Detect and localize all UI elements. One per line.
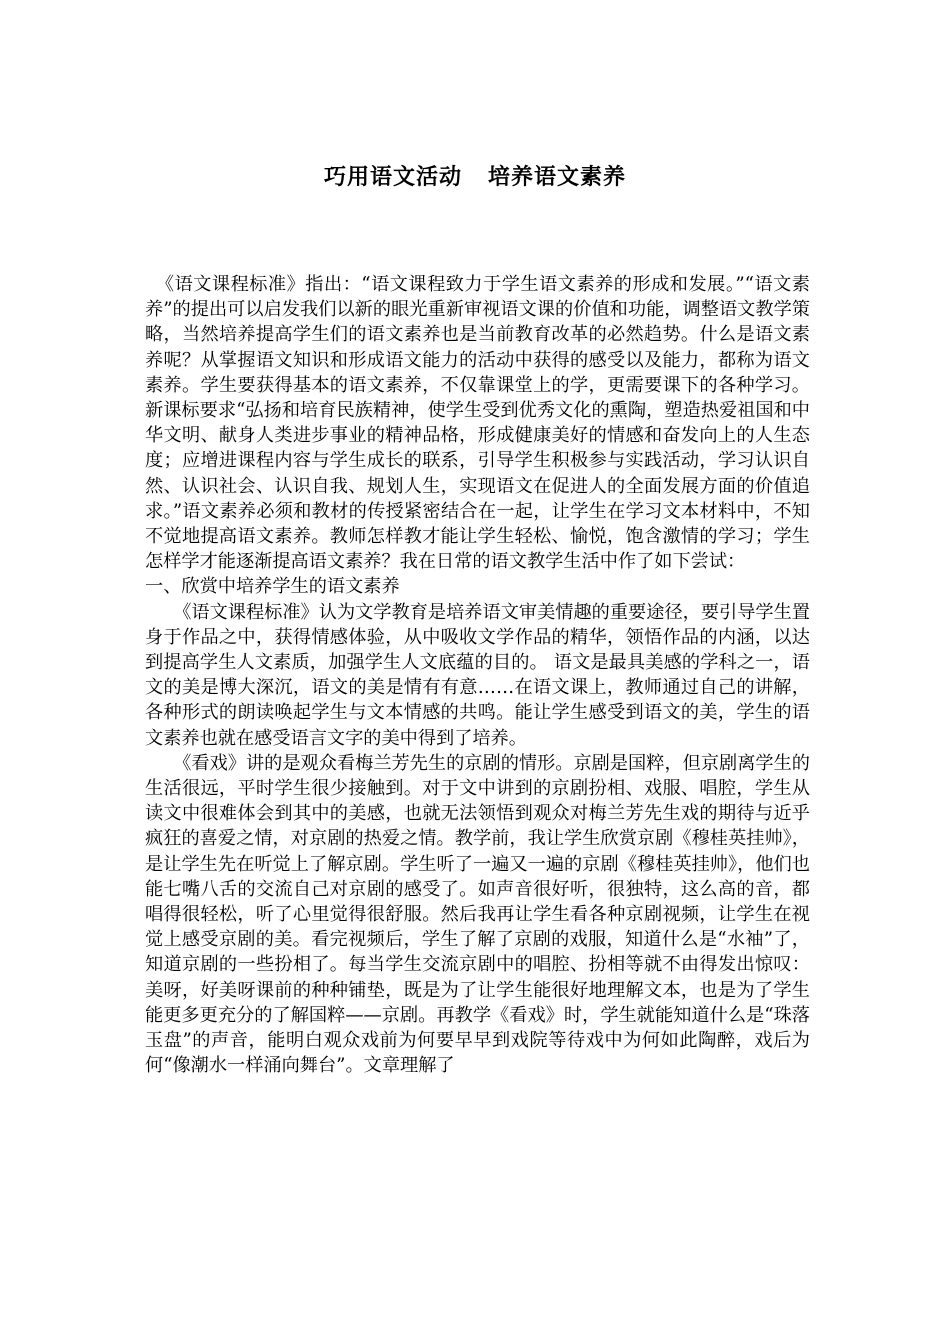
section-heading-1: 一、欣赏中培养学生的语文素养 bbox=[145, 576, 400, 598]
paragraph-kanxi: 《看戏》讲的是观众看梅兰芳先生的京剧的情形。京剧是国粹，但京剧离学生的生活很远，平时学生很少接触到。对于文中讲到的京剧扮相、戏服、唱腔，学生从读文中很难体会到其中的美感，也就无法领悟到观众对梅兰芳先生戏的期待与近乎疯狂的喜爱之情，对京剧的热爱之情。教学前，我让学生欣赏京剧《穆桂英挂帅》，是让学生先在听觉上了解京剧。学生听了一遍又一遍的京剧《穆桂英挂帅》，他们也能七嘴八舌的交流自己对京剧的感受了。如声音很好听，很独特，这么高的音，都唱得很轻松，听了心里觉得很舒服。然后我再让学生看各种京剧视频，让学生在视觉上感受京剧的美。看完视频后，学生了解了京剧的戏服，知道什么是“水袖”了，知道京剧的一些扮相了。每当学生交流京剧中的唱腔、扮相等就不由得发出惊叹：美呀，好美呀课前的种种铺垫，既是为了让学生能很好地理解文本，也是为了学生能更多更充分的了解国粹——京剧。再教学《看戏》时，学生就能知道什么是“珠落玉盘”的声音，能明白观众戏前为何要早早到戏院等待戏中为何如此陶醉，戏后为何“像潮水一样涌向舞台”。文章理解了 bbox=[145, 752, 810, 1077]
paragraph-intro: 《语文课程标准》指出：“语文课程致力于学生语文素养的形成和发展。”“语文素养”的提出可以启发我们以新的眼光重新审视语文课的价值和功能，调整语文教学策略，当然培养提高学生们的语文素养也是当前教育改革的必然趋势。什么是语文素养呢？从掌握语文知识和形成语文能力的活动中获得的感受以及能力，都称为语文素养。学生要获得基本的语文素养，不仅靠课堂上的学，更需要课下的各种学习。新课标要求“弘扬和培育民族精神，使学生受到优秀文化的熏陶，塑造热爱祖国和中华文明、献身人类进步事业的精神品格，形成健康美好的情感和奋发向上的人生态度；应增进课程内容与学生成长的联系，引导学生积极参与实践活动，学习认识自然、认识社会、认识自我、规划人生，实现语文在促进人的全面发展方面的价值追求。”语文素养必须和教材的传授紧密结合在一起，让学生在学习文本材料中，不知不觉地提高语文素养。教师怎样教才能让学生轻松、愉悦，饱含激情的学习；学生怎样学才能逐渐提高语文素养？我在日常的语文教学生活中作了如下尝试： bbox=[145, 274, 810, 573]
document-body bbox=[145, 272, 810, 1079]
document-title: 巧用语文活动 培养语文素养 bbox=[324, 165, 626, 190]
paragraph-standard: 《语文课程标准》认为文学教育是培养语文审美情趣的重要途径，要引导学生置身于作品之中，获得情感体验，从中吸收文学作品的精华，领悟作品的内涵，以达到提高学生人文素质，加强学生人文底蕴的目的。 语文是最具美感的学科之一，语文的美是博大深沉，语文的美是情有有意……在语文课上，教师通过自己的讲解，各种形式的朗读唤起学生与文本情感的共鸣。能让学生感受到语文的美，学生的语文素养也就在感受语言文字的美中得到了培养。 bbox=[145, 601, 810, 749]
